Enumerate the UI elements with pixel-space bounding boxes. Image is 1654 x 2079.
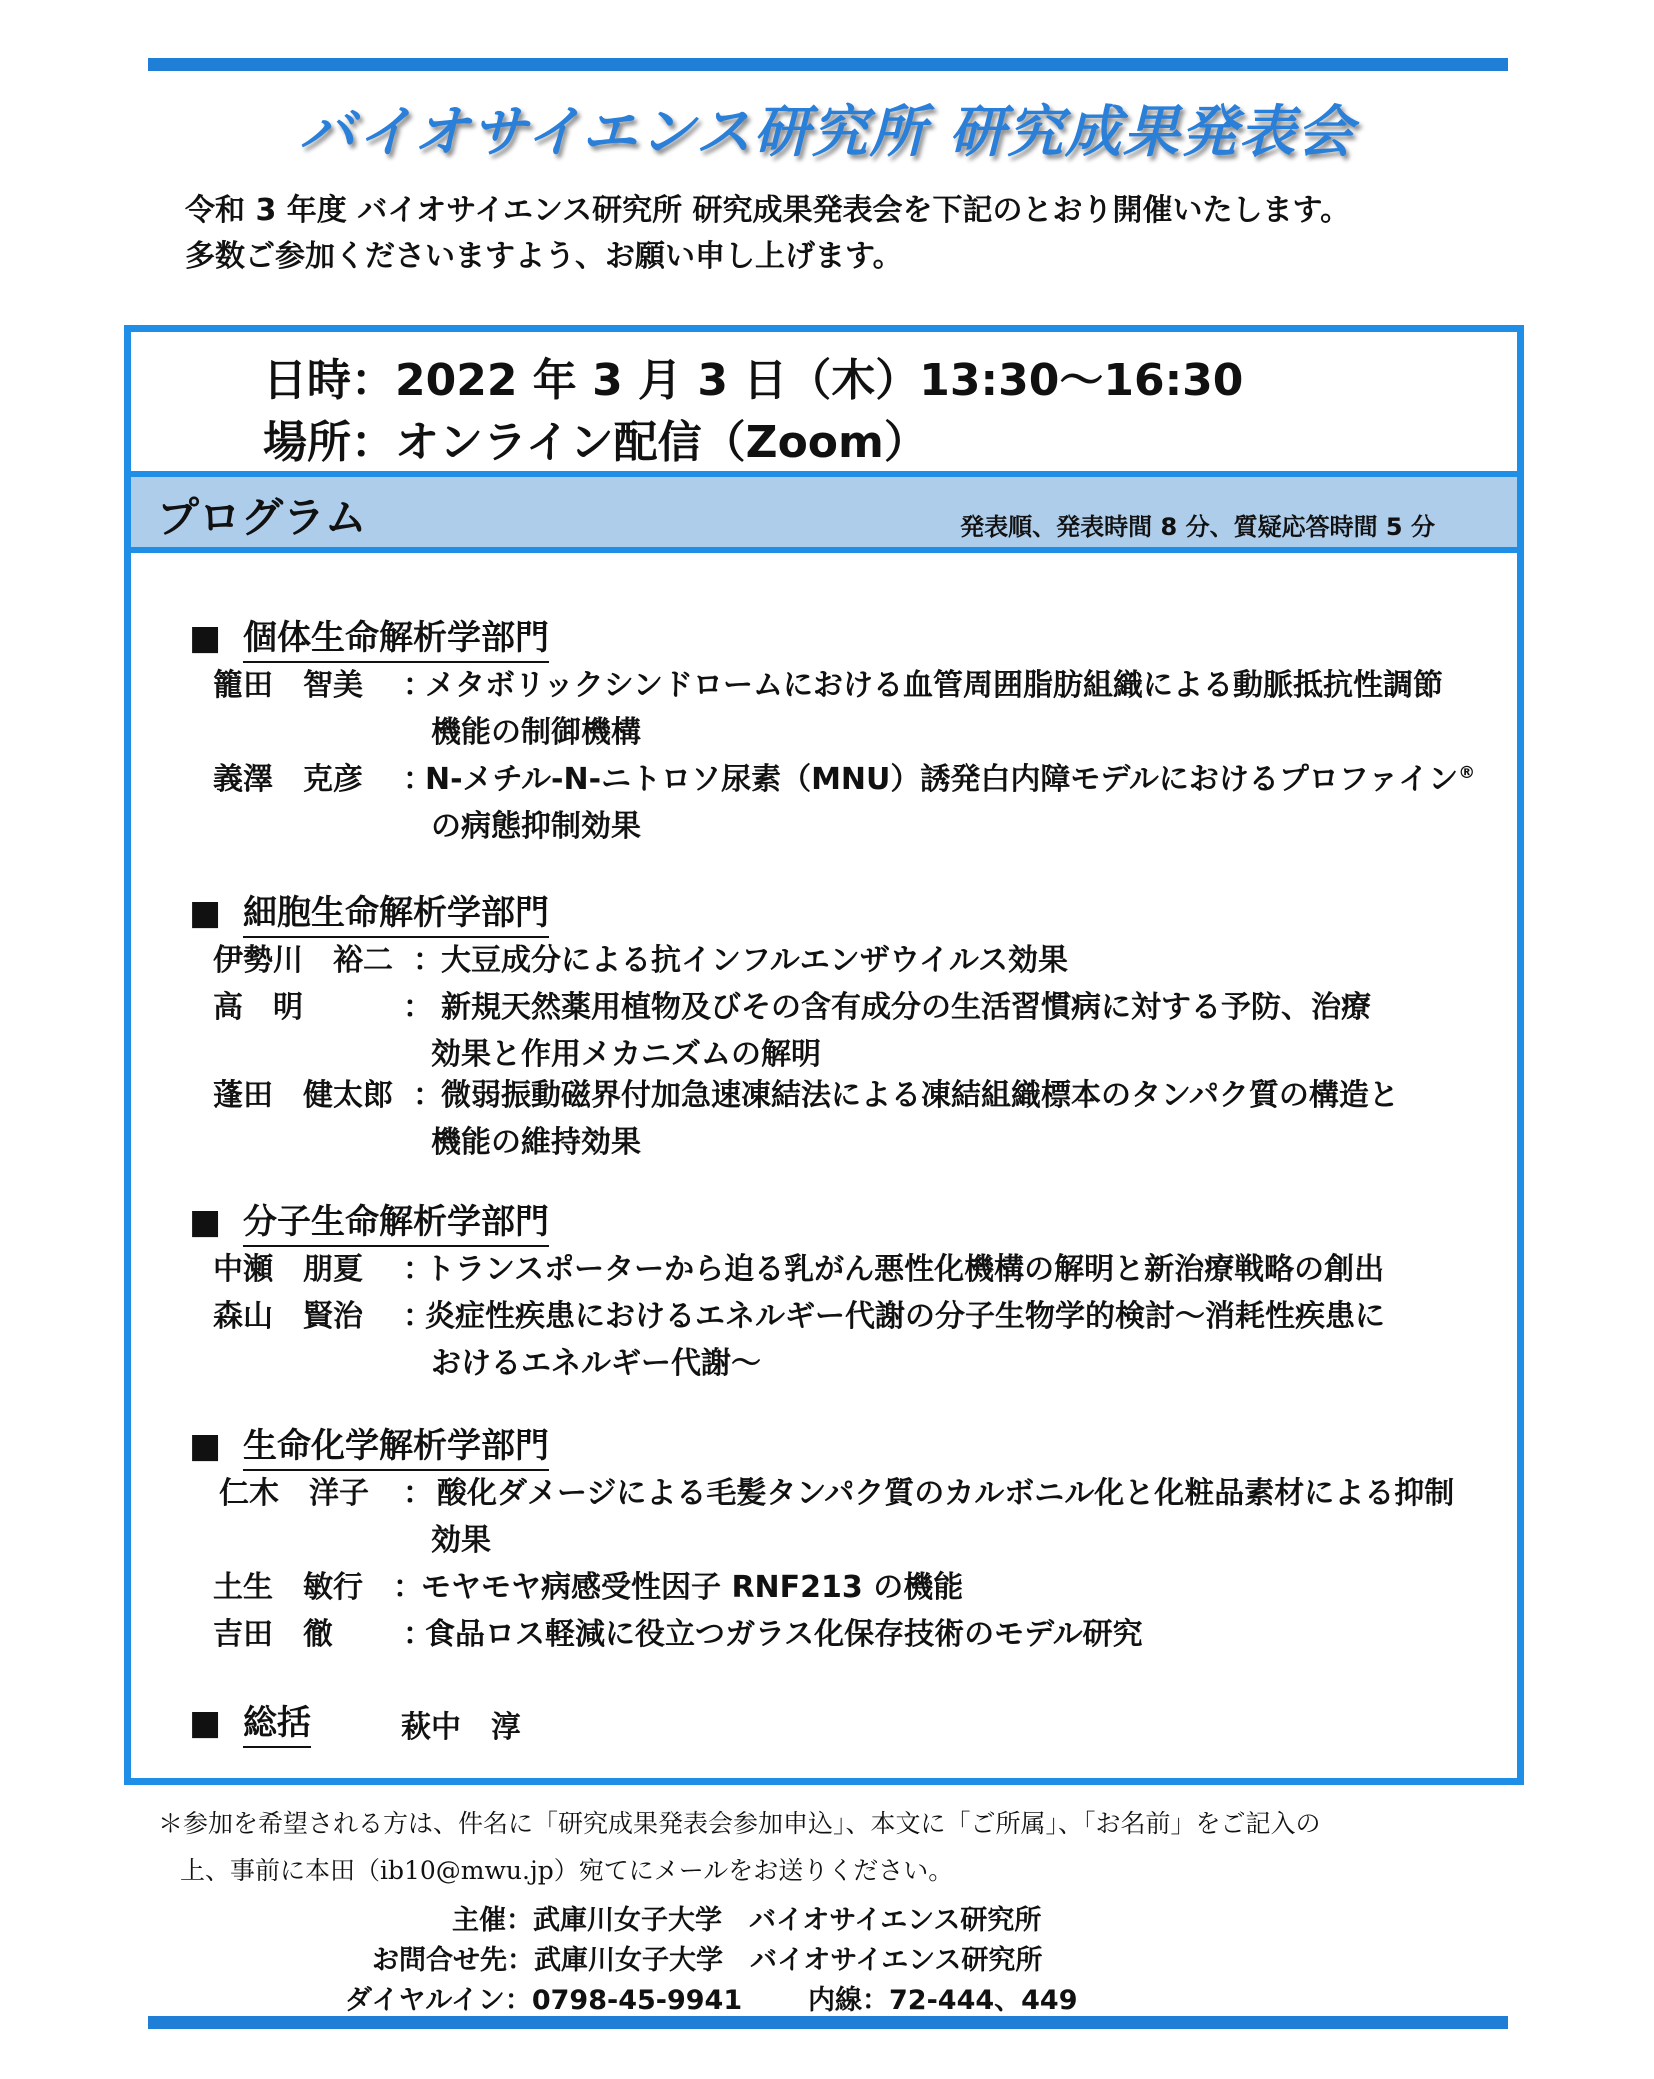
presenter-entry — [213, 1246, 1513, 1293]
section-heading — [189, 1418, 549, 1471]
organizer: 主催：武庫川女子大学 バイオサイエンス研究所 — [452, 1905, 1042, 1936]
program-heading: プログラム — [157, 493, 367, 542]
presenter-name: 伊勢川 裕二 — [213, 943, 393, 978]
square-bullet-icon: ■ — [189, 1202, 222, 1242]
program-header-band — [131, 477, 1517, 547]
event-place: 場所：オンライン配信（Zoom） — [263, 417, 928, 468]
page-title: バイオサイエンス研究所 研究成果発表会 — [299, 100, 1355, 165]
separator: ： — [403, 1617, 433, 1652]
presenter-name: 土生 敏行 — [213, 1570, 363, 1605]
square-bullet-icon: ■ — [189, 1703, 222, 1743]
presenter-name: 森山 賢治 — [213, 1299, 363, 1334]
presenter-entry — [213, 937, 1513, 984]
presentation-topic: 微弱振動磁界付加急速凍結法による凍結組織標本のタンパク質の構造と — [441, 1078, 1399, 1113]
intro-text — [185, 188, 1350, 280]
section-heading — [189, 885, 549, 938]
separator: ： — [403, 762, 433, 797]
presentation-topic: モヤモヤ病感受性因子 RNF213 の機能 — [421, 1570, 964, 1605]
presentation-topic-continued: 機能の維持効果 — [431, 1125, 641, 1160]
presentation-topic-continued: の病態抑制効果 — [431, 809, 641, 844]
registered-mark: ® — [1458, 763, 1476, 783]
presenter-entry — [213, 1072, 1513, 1166]
presentation-topic: 大豆成分による抗インフルエンザウイルス効果 — [441, 943, 1068, 978]
presenter-name: 高 明 — [213, 990, 303, 1025]
separator: ： — [393, 1570, 423, 1605]
presenter-entry — [213, 1611, 1513, 1658]
program-band-rule — [131, 547, 1517, 553]
intro-line-1: 令和 3 年度 バイオサイエンス研究所 研究成果発表会を下記のとおり開催いたします。 — [185, 193, 1351, 228]
presentation-topic-continued: 機能の制御機構 — [431, 715, 641, 750]
section-title: 細胞生命解析学部門 — [243, 885, 549, 938]
presentation-topic: 食品ロス軽減に役立つガラス化保存技術のモデル研究 — [425, 1617, 1143, 1652]
presentation-topic-continued: 効果と作用メカニズムの解明 — [431, 1037, 821, 1072]
section-heading — [189, 1194, 549, 1247]
presentation-topic: 酸化ダメージによる毛髪タンパク質のカルボニル化と化粧品素材による抑制 — [437, 1476, 1455, 1511]
square-bullet-icon: ■ — [189, 618, 222, 658]
section-heading — [189, 610, 549, 663]
presentation-topic-continued: おけるエネルギー代謝～ — [431, 1346, 761, 1381]
summary-heading — [189, 1695, 311, 1748]
presentation-topic: N-メチル-N-ニトロソ尿素（MNU）誘発白内障モデルにおけるプロファイン — [425, 762, 1459, 797]
section-title: 総括 — [243, 1695, 311, 1748]
presentation-topic: トランスポーターから迫る乳がん悪性化機構の解明と新治療戦略の創出 — [425, 1252, 1385, 1287]
event-datetime: 日時：2022 年 3 月 3 日（木）13:30～16:30 — [263, 355, 1244, 406]
presenter-entry — [213, 984, 1513, 1078]
square-bullet-icon: ■ — [189, 1426, 222, 1466]
separator: ： — [413, 1078, 443, 1113]
presentation-topic: 新規天然薬用植物及びその含有成分の生活習慣病に対する予防、治療 — [441, 990, 1371, 1025]
extension-number: 内線：72-444、449 — [808, 1985, 1078, 2016]
square-bullet-icon: ■ — [189, 893, 222, 933]
event-info — [263, 350, 1243, 474]
program-note: 発表順、発表時間 8 分、質疑応答時間 5 分 — [960, 513, 1435, 541]
presenter-entry — [213, 756, 1513, 850]
separator: ： — [403, 990, 433, 1025]
dial-in-number: ダイヤルイン：0798-45-9941 — [345, 1985, 743, 2016]
presenter-name: 吉田 徹 — [213, 1617, 333, 1652]
contact: お問合せ先：武庫川女子大学 バイオサイエンス研究所 — [372, 1945, 1043, 1976]
summary-presenter-name: 萩中 淳 — [401, 1710, 521, 1745]
presenter-name: 中瀬 朋夏 — [213, 1252, 363, 1287]
registration-note-line-1: ＊参加を希望される方は、件名に「研究成果発表会参加申込」、本文に「ご所属」、「お名前」をご記入の — [158, 1809, 1321, 1838]
registration-note — [158, 1800, 1518, 1894]
presenter-entry — [213, 1564, 1513, 1611]
separator: ： — [403, 1252, 433, 1287]
presenter-entry — [213, 1293, 1513, 1387]
program-frame — [124, 325, 1524, 1785]
separator: ： — [403, 1476, 433, 1511]
presentation-topic-continued: 効果 — [431, 1523, 491, 1558]
separator: ： — [403, 1299, 433, 1334]
intro-line-2: 多数ご参加くださいますよう、お願い申し上げます。 — [185, 239, 903, 274]
separator: ： — [413, 943, 443, 978]
presenter-name: 籠田 智美 — [213, 668, 363, 703]
section-title: 生命化学解析学部門 — [243, 1418, 549, 1471]
presenter-entry — [213, 662, 1513, 756]
section-title: 分子生命解析学部門 — [243, 1194, 549, 1247]
top-accent-bar — [148, 58, 1508, 71]
presenter-name: 義澤 克彦 — [213, 762, 363, 797]
presenter-entry — [213, 1470, 1513, 1564]
registration-note-line-2: 上、事前に本田（ib10@mwu.jp）宛てにメールをお送りください。 — [180, 1856, 954, 1885]
bottom-accent-bar — [148, 2016, 1508, 2029]
presentation-topic: 炎症性疾患におけるエネルギー代謝の分子生物学的検討～消耗性疾患に — [425, 1299, 1385, 1334]
presenter-name: 蓬田 健太郎 — [213, 1078, 393, 1113]
separator: ： — [403, 668, 433, 703]
section-title: 個体生命解析学部門 — [243, 610, 549, 663]
presentation-topic-wrapper — [425, 756, 1513, 803]
presenter-name: 仁木 洋子 — [219, 1476, 369, 1511]
presentation-topic: メタボリックシンドロームにおける血管周囲脂肪組織による動脈抵抗性調節 — [425, 668, 1444, 703]
